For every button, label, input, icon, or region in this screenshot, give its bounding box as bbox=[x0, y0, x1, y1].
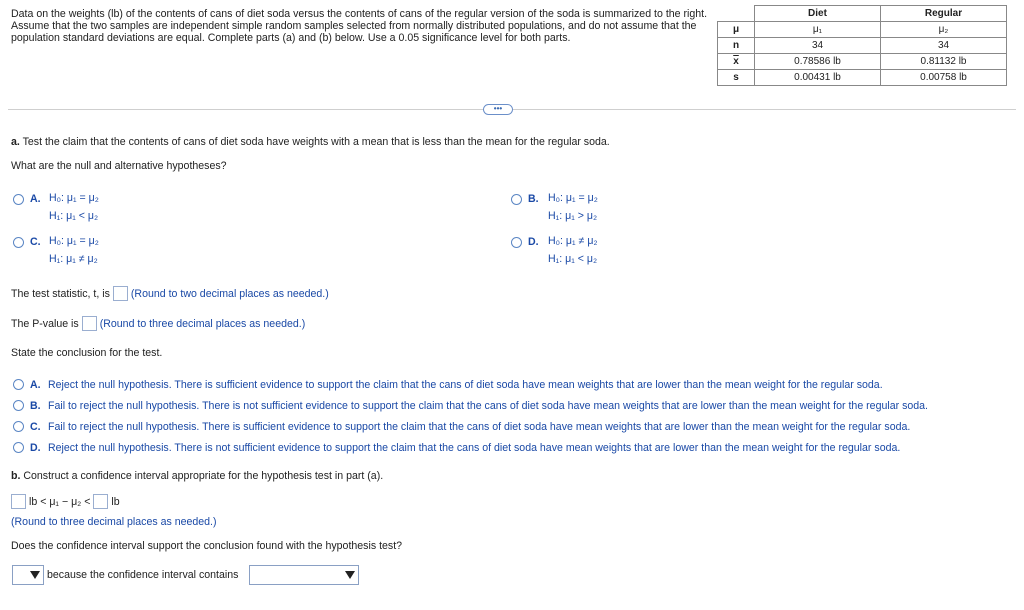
row-label: s bbox=[718, 70, 755, 86]
table-header-row bbox=[718, 6, 1007, 22]
hyp-option-c-radio[interactable] bbox=[13, 237, 24, 248]
hyp-option-c-h0: H₀: μ₁ = μ₂ bbox=[49, 235, 99, 247]
hyp-option-d-letter: D. bbox=[528, 236, 539, 248]
hyp-option-b-letter: B. bbox=[528, 193, 539, 205]
cell-regular: 0.81132 lb bbox=[881, 54, 1007, 70]
hyp-option-d-h0: H₀: μ₁ ≠ μ₂ bbox=[548, 235, 598, 247]
test-statistic-input[interactable] bbox=[113, 286, 128, 301]
support-prompt: Does the confidence interval support the conclusion found with the hypothesis test? bbox=[11, 540, 403, 552]
table-row bbox=[718, 38, 1007, 54]
row-label: μ bbox=[718, 22, 755, 38]
contains-dropdown[interactable] bbox=[249, 565, 359, 585]
conclusion-option-a-radio[interactable] bbox=[13, 379, 24, 390]
conclusion-option-d-letter: D. bbox=[30, 442, 41, 454]
hyp-option-c-letter: C. bbox=[30, 236, 41, 248]
summary-stats-table bbox=[717, 5, 1007, 86]
hyp-option-b-radio[interactable] bbox=[511, 194, 522, 205]
test-statistic-row bbox=[11, 286, 329, 301]
ci-unit-label: lb bbox=[111, 495, 120, 508]
pvalue-input[interactable] bbox=[82, 316, 97, 331]
table-row bbox=[718, 70, 1007, 86]
cell-diet: 0.78586 lb bbox=[755, 54, 881, 70]
cell-diet: μ₁ bbox=[755, 22, 881, 38]
hyp-option-d-radio[interactable] bbox=[511, 237, 522, 248]
row-label: $\overline{x}$ bbox=[718, 54, 755, 70]
table-row bbox=[718, 22, 1007, 38]
conclusion-option-d-text: Reject the null hypothesis. There is not sufficient evidence to support the claim that the cans of diet soda have mean weights that are lower than the mean weight for the regular soda. bbox=[48, 442, 901, 454]
conclusion-option-d-radio[interactable] bbox=[13, 442, 24, 453]
hypotheses-prompt: What are the null and alternative hypotheses? bbox=[11, 160, 227, 172]
part-a-label: a. bbox=[11, 136, 20, 148]
expand-more-button[interactable]: ••• bbox=[483, 104, 513, 115]
cell-diet: 0.00431 lb bbox=[755, 70, 881, 86]
pvalue-hint: (Round to three decimal places as needed.) bbox=[99, 317, 306, 330]
hyp-option-a-radio[interactable] bbox=[13, 194, 24, 205]
part-a-question bbox=[11, 136, 610, 148]
chevron-down-icon bbox=[345, 571, 355, 579]
cell-regular: 0.00758 lb bbox=[881, 70, 1007, 86]
cell-diet: 34 bbox=[755, 38, 881, 54]
conclusion-option-a-text: Reject the null hypothesis. There is sufficient evidence to support the claim that the cans of diet soda have mean weights that are lower than the mean weight for the regular soda. bbox=[48, 379, 883, 391]
ci-middle-label: lb < μ₁ − μ₂ < bbox=[29, 495, 91, 508]
because-text: because the confidence interval contains bbox=[47, 569, 239, 581]
hyp-option-b-h1: H₁: μ₁ > μ₂ bbox=[548, 210, 598, 222]
cell-regular: 34 bbox=[881, 38, 1007, 54]
part-b-label: b. bbox=[11, 470, 21, 482]
part-a-question-text: Test the claim that the contents of cans of diet soda have weights with a mean that is less than the mean for the regular soda. bbox=[22, 136, 610, 148]
hyp-option-a-h0: H₀: μ₁ = μ₂ bbox=[49, 192, 99, 204]
problem-intro: Data on the weights (lb) of the contents of cans of diet soda versus the contents of cans of the regular version of the soda is summarized to the right. Assume that the two samples are independent simple random samples selected from normally distributed populations, and do not assume that the population standard deviations are equal. Complete parts (a) and (b) below. Use a 0.05 significance level for both parts. bbox=[11, 8, 708, 44]
confidence-interval-row bbox=[11, 494, 120, 509]
ci-upper-input[interactable] bbox=[93, 494, 108, 509]
conclusion-option-c-letter: C. bbox=[30, 421, 41, 433]
header-regular: Regular bbox=[881, 6, 1007, 22]
hyp-option-a-letter: A. bbox=[30, 193, 41, 205]
ci-lower-input[interactable] bbox=[11, 494, 26, 509]
hyp-option-a-h1: H₁: μ₁ < μ₂ bbox=[49, 210, 99, 222]
header-diet: Diet bbox=[755, 6, 881, 22]
conclusion-option-b-letter: B. bbox=[30, 400, 41, 412]
pvalue-label: The P-value is bbox=[11, 317, 79, 330]
conclusion-option-b-text: Fail to reject the null hypothesis. There is not sufficient evidence to support the claim that the cans of diet soda have mean weights that are lower than the mean weight for the regular soda. bbox=[48, 400, 928, 412]
support-dropdown[interactable] bbox=[12, 565, 44, 585]
cell-regular: μ₂ bbox=[881, 22, 1007, 38]
conclusion-option-a-letter: A. bbox=[30, 379, 41, 391]
test-statistic-hint: (Round to two decimal places as needed.) bbox=[130, 287, 329, 300]
part-b-question-text: Construct a confidence interval appropriate for the hypothesis test in part (a). bbox=[23, 470, 384, 482]
chevron-down-icon bbox=[30, 571, 40, 579]
row-label: n bbox=[718, 38, 755, 54]
ci-hint: (Round to three decimal places as needed.) bbox=[11, 516, 217, 528]
part-b-question bbox=[11, 470, 383, 482]
conclusion-option-c-text: Fail to reject the null hypothesis. There is sufficient evidence to support the claim that the cans of diet soda have mean weights that are lower than the mean weight for the regular soda. bbox=[48, 421, 911, 433]
hyp-option-d-h1: H₁: μ₁ < μ₂ bbox=[548, 253, 598, 265]
hyp-option-c-h1: H₁: μ₁ ≠ μ₂ bbox=[49, 253, 98, 265]
conclusion-prompt: State the conclusion for the test. bbox=[11, 347, 163, 359]
pvalue-row bbox=[11, 316, 305, 331]
hyp-option-b-h0: H₀: μ₁ = μ₂ bbox=[548, 192, 598, 204]
conclusion-option-b-radio[interactable] bbox=[13, 400, 24, 411]
conclusion-option-c-radio[interactable] bbox=[13, 421, 24, 432]
test-statistic-label: The test statistic, t, is bbox=[11, 287, 110, 300]
table-row bbox=[718, 54, 1007, 70]
